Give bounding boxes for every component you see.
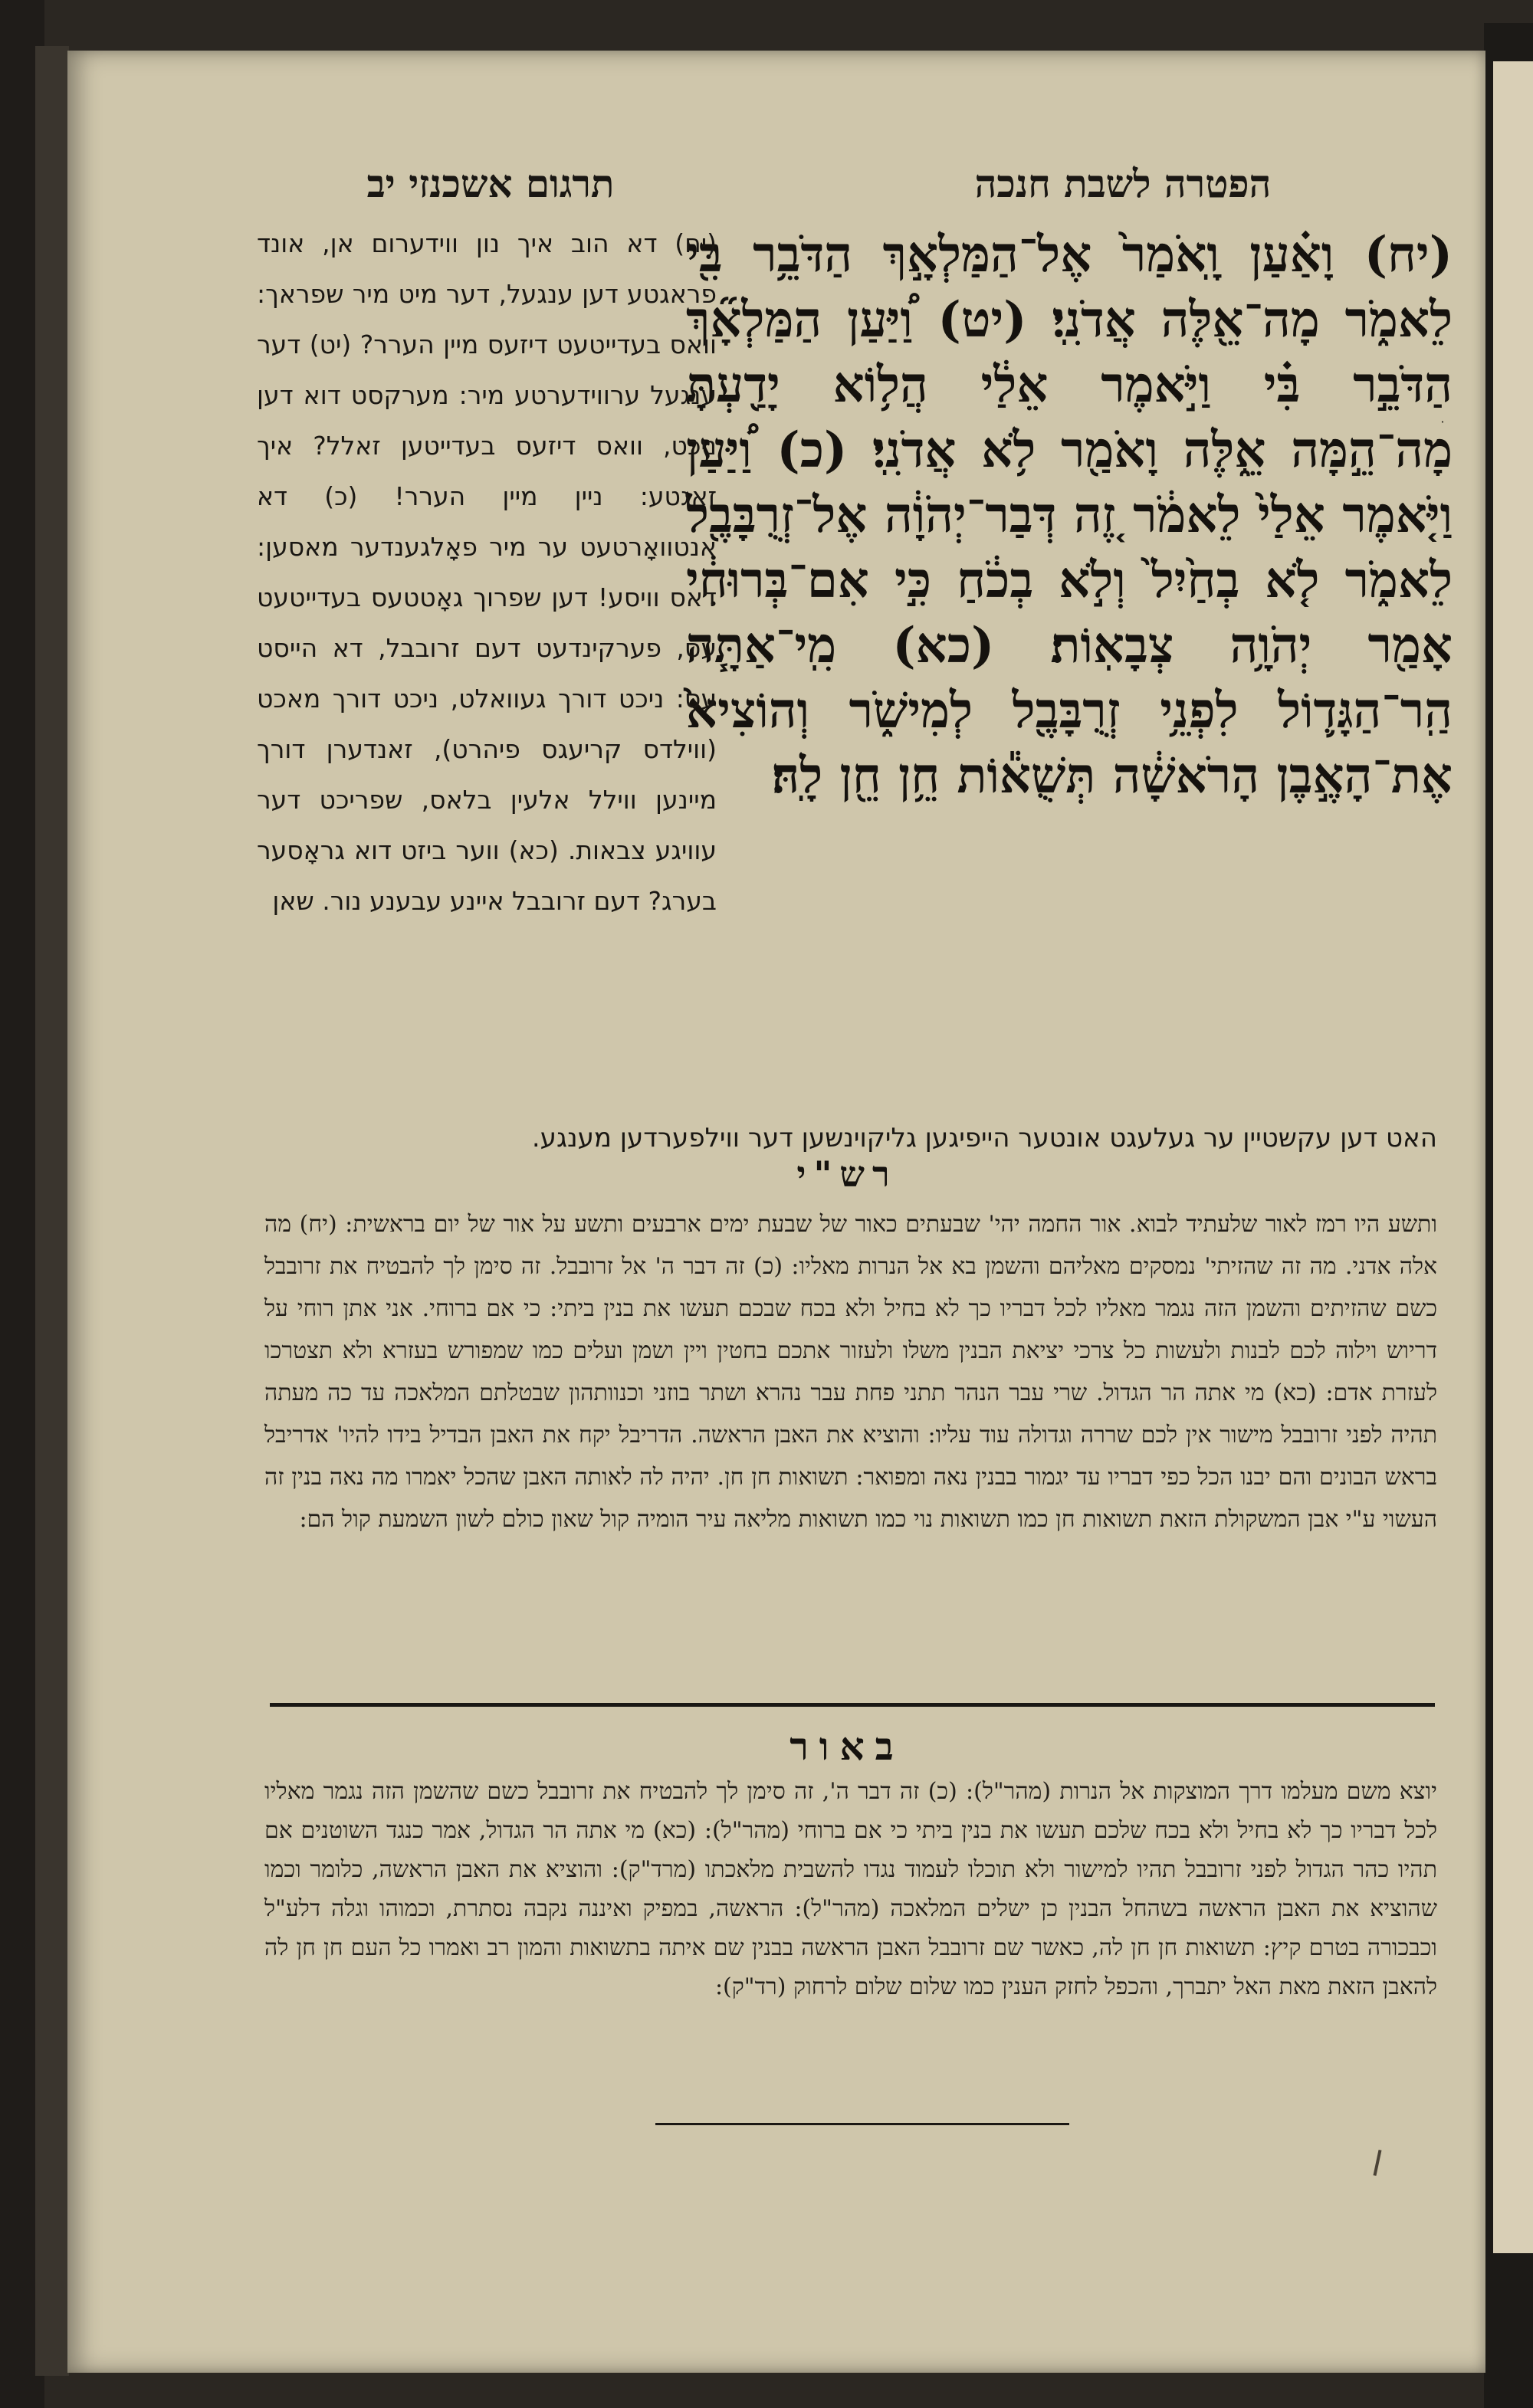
- rashi-commentary: ותשע היו רמז לאור שלעתיד לבוא. אור החמה יהי' שבעתים כאור של שבעת ימים ארבעים ותשע על אור של יום בראשית: (יח) מה אלה אדני. מה זה שהזיתי' נמסקים מאליהם והשמן בא אל הנרות מאליו: (כ) זה דבר ה' אל זרובבל. זה סימן לך להבטיח את זרובבל כשם שהזיתים והשמן הזה נגמר מאליו לכל דבריו כך לא בחיל ולא בכח שבכם תעשו את בנין ביתי: כי אם ברוחי. אני אתן רוחי על דריוש וילוה לכם לבנות ולעשות כל צרכי יציאת הבנין משלו ולעזור אתכם בחטין ויין ושמן ועלים כמו שמפורש בעזרא ולא תצטרכו לעזרת אדם: (כא) מי אתה הר הגדול. שרי עבר הנהר תתני פחת עבר נהרא ושתר בוזני וכנוותהון שבטלתם המלאכה עד כה מעתה תהיה לפני זרובבל מישור אין לכם שררה וגדולה עוד עליו: והוציא את האבן הראשה. הדריבל יקח את האבן הבדיל בידו להיו' אדריבל בראש הבונים והם יבנו הכל כפי דבריו עד יגמור בבנין נאה ומפואר: תשואות חן חן. יהיה לה לאותה האבן שהכל יאמרו מה נאה בנין זה העשוי ע"י אבן המשקולת הזאת תשואות חן כמו תשואות נוי כמו תשואות מליאה עיר הומיה קול שאון כולם לשון השמעת קול הם:: [264, 1211, 1437, 1533]
- book-spine: [35, 46, 69, 2376]
- targum-title: תרגום אשכנזי יב: [366, 161, 615, 206]
- end-divider: [655, 2123, 1069, 2125]
- adjacent-page-edge: [1493, 61, 1533, 2253]
- yiddish-translation-continuation: האט דען עקשטיין ער געלעגט אונטער הייפיגען גליקוינשען דער ווילפערדען מענגע.: [531, 1123, 1437, 1153]
- biur-heading: באור: [789, 1724, 904, 1769]
- section-divider: [270, 1703, 1435, 1707]
- yiddish-translation-column: (יח) דא הוב איך נון ווידערום אן, אונד פראגטע דען ענגעל, דער מיט מיר שפראך: וואס בעדייטעט דיזעס מיין הערר? (יט) דער ענגעל ערווידערטע מיר: מערקסט דוא דען ניכט, וואס דיזעס בעדייטען זאלל? איך זאגטע: ניין מיין הערר! (כ) דא אנטוואָרטעט ער מיר פאָלגענדער מאסען: דאס וויסע! דען שפרוך גאָטטעס בעדייטעט עס, פערקינדעט דעם זרובבל, דא הייסט עס: ניכט דורך געוואלט, ניכט דורך מאכט (ווילדס קריעגס פיהרט), זאנדערן דורך מיינען ווילל אלעין בלאס, שפריכט דער עוויגע צבאות. (כא) ווער ביזט דוא גראָסער בערג? דעם זרובבל איינע עבענע נור. שאן: [257, 228, 717, 916]
- biur-commentary: יוצא משם מעלמו דרך המוצקות אל הנרות (מהר"ל): (כ) זה דבר ה', זה סימן לך להבטיח את זרובבל כשם שהשמן הזה נגמר מאליו לכל דבריו כך לא בחיל ולא בכח שלכם תעשו את בנין ביתי כי אם ברוחי (מהר"ל): (כא) מי אתה הר הגדול, אמר כנגד השוטנים אם תהיו כהר הגדול לפני זרובבל תהיו למישור ולא תוכלו לעמוד נגדו להשבית מלאכתו (מרד"ק): והוציא את האבן הראשה, כלומר וכמו שהוציא את האבן הראשה בשהחל הבנין כן ישלים המלאכה (מהר"ל): הראשה, במפיק ואיננה נקבה נסתרת, וכמוהו וגלה דלע"ל וכבכורה בטרם קיץ: תשואות חן חן לה, כאשר שם זרובבל האבן הראשה בבנין שם איתה בתשואות והמון רב ואמרו כל העם חן חן לה להאבן הזאת מאת האל יתברך, והכפל לחזק הענין כמו שלום שלום לרחוק (רד"ק):: [264, 1778, 1437, 2000]
- page-title: הפטרה לשבת חנכה: [974, 161, 1272, 206]
- hebrew-text-block: (יח) וָאַ֗עַן וָֽאֹמַר֙ אֶל־הַמַּלְאָ֣ךְ הַדֹּבֵ֥ר בִּ֖י לֵאמֹ֑ר מָה־אֵ֖לֶּה אֲדֹנִֽי׃ (יט) וַ֠יַּעַן הַמַּלְאָ֞ךְ הַדֹּבֵ֣ר בִּ֗י וַיֹּ֣אמֶר אֵלַ֔י הֲל֥וֹא יָדַ֖עְתָּ מָה־הֵ֣מָּה אֵ֑לֶּה וָאֹמַ֖ר לֹ֥א אֲדֹנִֽי׃ (כ) וַ֠יַּעַן וַיֹּ֤אמֶר אֵלַי֙ לֵאמֹ֔ר זֶ֚ה דְּבַר־יְהֹוָ֔ה אֶל־זְרֻבָּבֶ֖ל לֵאמֹ֑ר לֹ֤א בְחַ֙יִל֙ וְלֹ֣א בְכֹ֔חַ כִּ֣י אִם־בְּרוּחִ֔י אָמַ֖ר יְהֹוָ֥ה צְבָאֽוֹת׃ (כא) מִֽי־אַתָּ֧ה הַֽר־הַגָּד֛וֹל לִפְנֵ֥י זְרֻבָּבֶ֖ל לְמִישֹׁ֑ר וְהוֹצִיא֙ אֶת־הָאֶ֣בֶן הָרֹאשָׁ֔ה תְּשֻׁא֕וֹת חֵ֥ן חֵ֖ן לָֽהּ׃: [686, 226, 1453, 805]
- rashi-heading: רש"י: [796, 1153, 898, 1195]
